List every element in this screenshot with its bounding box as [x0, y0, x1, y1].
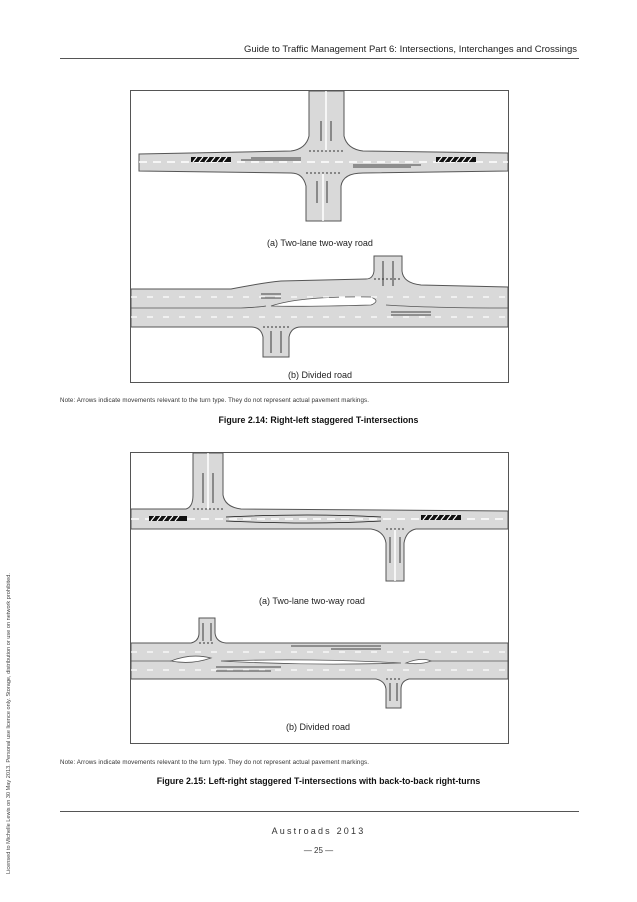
figure-2-14-note: Note: Arrows indicate movements relevant to the turn type. They do not represent actual pavement markings.: [60, 397, 370, 404]
figure-2-14-title: Figure 2.14: Right-left staggered T-intersections: [218, 415, 419, 425]
fig214b-diagram: [131, 256, 508, 357]
footer-rule: [60, 811, 579, 812]
footer-org: Austroads 2013: [271, 826, 366, 836]
figure-2-14-drawing: [131, 91, 508, 382]
header-rule: [60, 58, 579, 59]
figure-2-14-sub-b: (b) Divided road: [287, 370, 353, 380]
figure-2-15-sub-a: (a) Two-lane two-way road: [259, 596, 365, 606]
figure-2-15-sub-b: (b) Divided road: [285, 722, 351, 732]
running-header: Guide to Traffic Management Part 6: Intersections, Interchanges and Crossings: [243, 44, 577, 55]
page-number: — 25 —: [303, 846, 334, 855]
figure-2-14-sub-a: (a) Two-lane two-way road: [267, 238, 373, 248]
licence-text: Licensed to Michelle Lewis on 30 May 2013. Personal use licence only. Storage, distribution or use on network prohibited.: [6, 573, 12, 874]
figure-2-15-note: Note: Arrows indicate movements relevant to the turn type. They do not represent actual pavement markings.: [60, 759, 370, 766]
figure-2-15-title: Figure 2.15: Left-right staggered T-intersections with back-to-back right-turns: [156, 776, 481, 786]
figure-2-14-box: [130, 90, 509, 383]
fig215a-diagram: [131, 453, 508, 581]
fig214a-diagram: [139, 91, 508, 221]
licence-sidebar: [3, 514, 15, 874]
fig215b-diagram: [131, 618, 508, 708]
